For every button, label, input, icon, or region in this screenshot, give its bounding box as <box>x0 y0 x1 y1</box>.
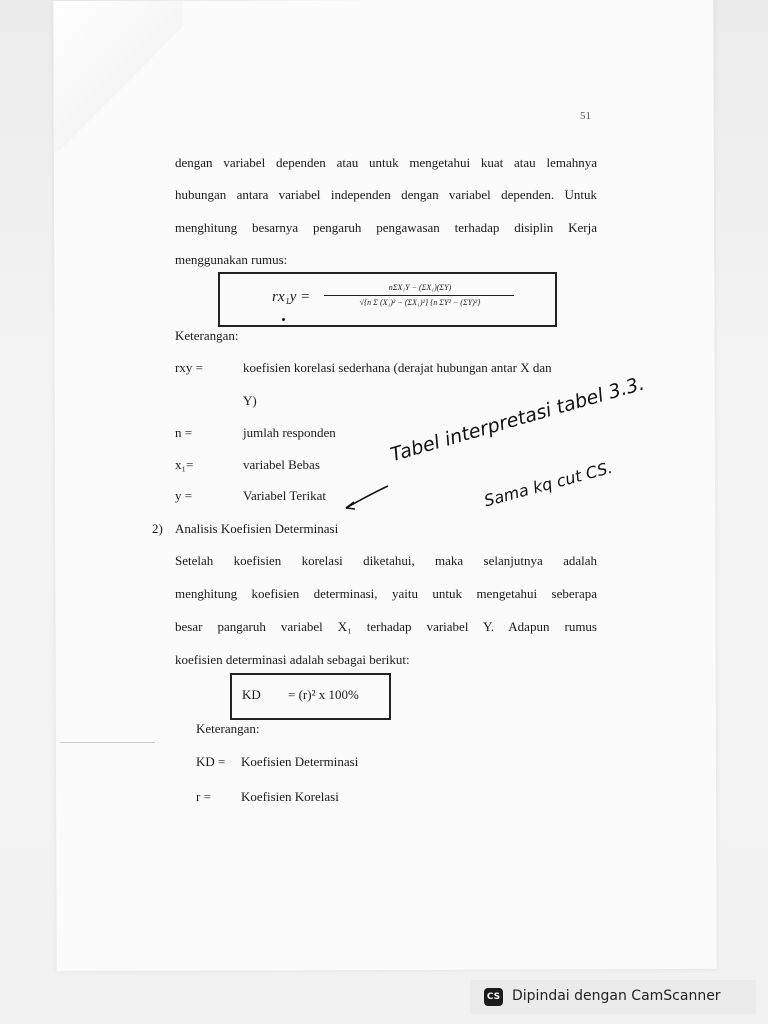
handwritten-note-line2: Sama kq cut CS. <box>482 457 615 511</box>
formula-denominator: √{n Σ (X₁)² − (ΣX₁)²} {n ΣY² − (ΣY)²} <box>359 298 481 307</box>
paragraph-line: besar pangaruh variabel X₁ terhadap variabel Y. Adapun rumus <box>175 619 597 634</box>
paragraph-line: menghitung besarnya pengaruh pengawasan terhadap disiplin Kerja <box>175 220 597 235</box>
camscanner-logo-icon: CS <box>484 988 503 1006</box>
determination-formula-box <box>230 673 391 720</box>
legend-symbol: n = <box>175 425 193 440</box>
legend-symbol: r = <box>196 789 211 804</box>
keterangan-heading: Keterangan: <box>175 328 239 343</box>
legend-description: Koefisien Determinasi <box>241 754 359 769</box>
formula-lhs: rx₁y = <box>272 289 311 305</box>
legend-symbol: rxy = <box>175 360 203 375</box>
fraction-bar <box>324 295 514 296</box>
legend-description-cont: Y) <box>243 393 257 408</box>
legend-description: koefisien korelasi sederhana (derajat hubungan antar X dan <box>243 360 552 375</box>
page-number: 51 <box>580 110 591 122</box>
correlation-formula-box <box>218 272 557 327</box>
keterangan-heading: Keterangan: <box>196 721 260 736</box>
legend-description: Variabel Terikat <box>243 488 326 503</box>
camscanner-watermark <box>470 980 756 1014</box>
formula-lhs: KD <box>242 687 261 702</box>
legend-symbol: KD = <box>196 754 226 769</box>
section-number: 2) <box>152 521 163 536</box>
handwritten-note-line1: Tabel interpretasi tabel 3.3. <box>388 372 647 467</box>
paragraph-line: dengan variabel dependen atau untuk mengetahui kuat atau lemahnya <box>175 155 597 170</box>
camscanner-text: Dipindai dengan CamScanner <box>512 988 721 1004</box>
formula-rhs: = (r)² x 100% <box>288 687 359 702</box>
legend-symbol: y = <box>175 488 193 503</box>
ink-dot <box>282 318 285 321</box>
scan-artifact-line <box>60 742 155 743</box>
paragraph-line: koefisien determinasi adalah sebagai berikut: <box>175 652 410 667</box>
legend-description: variabel Bebas <box>243 457 320 472</box>
formula-numerator: nΣX₁Y − (ΣX₁)(ΣY) <box>388 283 452 292</box>
paragraph-line: menghitung koefisien determinasi, yaitu untuk mengetahui seberapa <box>175 586 597 601</box>
section-title: Analisis Koefisien Determinasi <box>175 521 339 536</box>
legend-description: Koefisien Korelasi <box>241 789 339 804</box>
legend-description: jumlah responden <box>243 425 336 440</box>
paragraph-line: menggunakan rumus: <box>175 252 288 267</box>
folded-corner <box>53 1 184 151</box>
legend-symbol: x₁= <box>175 457 194 472</box>
handwritten-arrow-icon <box>340 480 395 515</box>
paragraph-line: hubungan antara variabel independen dengan variabel dependen. Untuk <box>175 187 597 202</box>
paragraph-line: Setelah koefisien korelasi diketahui, maka selanjutnya adalah <box>175 553 597 568</box>
